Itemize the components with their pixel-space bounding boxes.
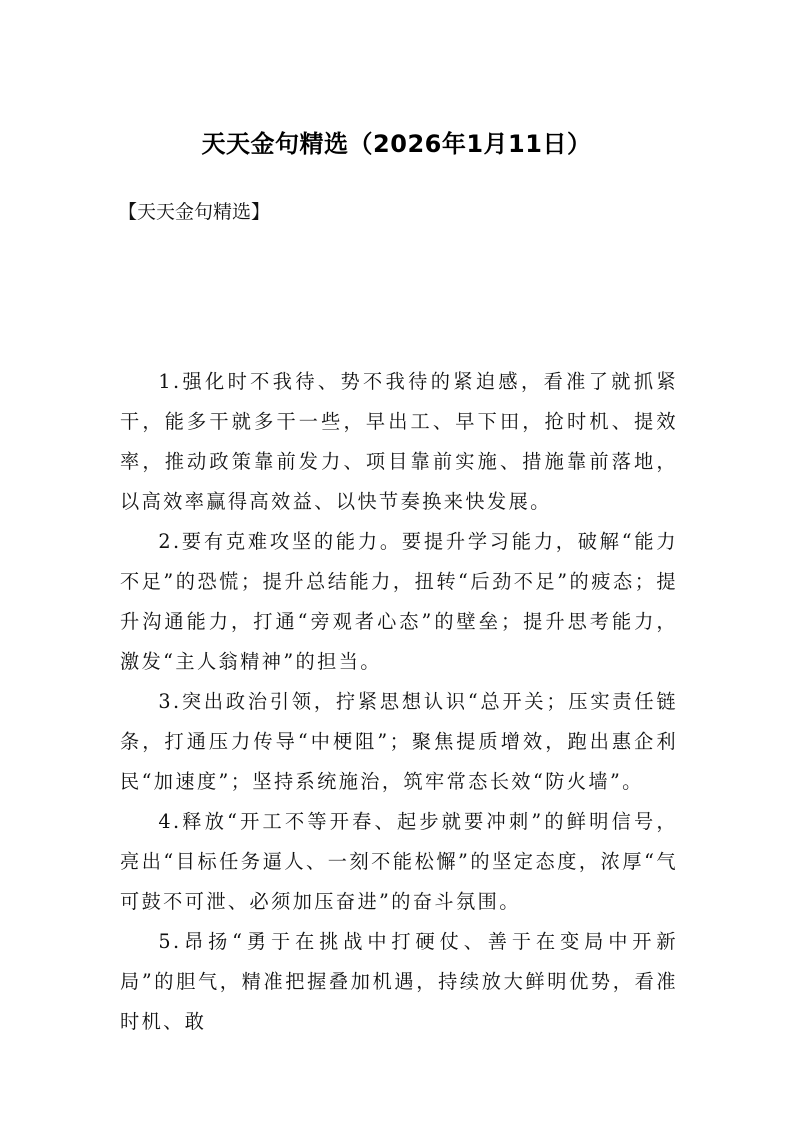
paragraph-1: 1.强化时不我待、势不我待的紧迫感，看准了就抓紧干，能多干就多干一些，早出工、早下田，抢时机、提效率，推动政策靠前发力、项目靠前实施、措施靠前落地，以高效率赢得高效益、以快节奏换来快发展。 — [120, 370, 678, 513]
paragraph-2: 2.要有克难攻坚的能力。要提升学习能力，破解“能力不足”的恐慌；提升总结能力，扭转“后劲不足”的疲态；提升沟通能力，打通“旁观者心态”的壁垒；提升思考能力，激发“主人翁精神”的担当。 — [120, 530, 678, 673]
paragraph-5: 5.昂扬“勇于在挑战中打硬仗、善于在变局中开新局”的胆气，精准把握叠加机遇，持续放大鲜明优势，看准时机、敢 — [120, 930, 678, 1033]
paragraph-4: 4.释放“开工不等开春、起步就要冲刺”的鲜明信号，亮出“目标任务逼人、一刻不能松懈”的坚定态度，浓厚“气可鼓不可泄、必须加压奋进”的奋斗氛围。 — [120, 810, 678, 913]
document-title: 天天金句精选（2026年1月11日） — [201, 130, 592, 158]
paragraph-3: 3.突出政治引领，拧紧思想认识“总开关；压实责任链条，打通压力传导“中梗阻”；聚焦提质增效，跑出惠企利民“加速度”；坚持系统施治，筑牢常态长效“防火墙”。 — [120, 690, 678, 793]
document-body — [120, 362, 678, 1042]
section-label: 【天天金句精选】 — [118, 201, 271, 223]
